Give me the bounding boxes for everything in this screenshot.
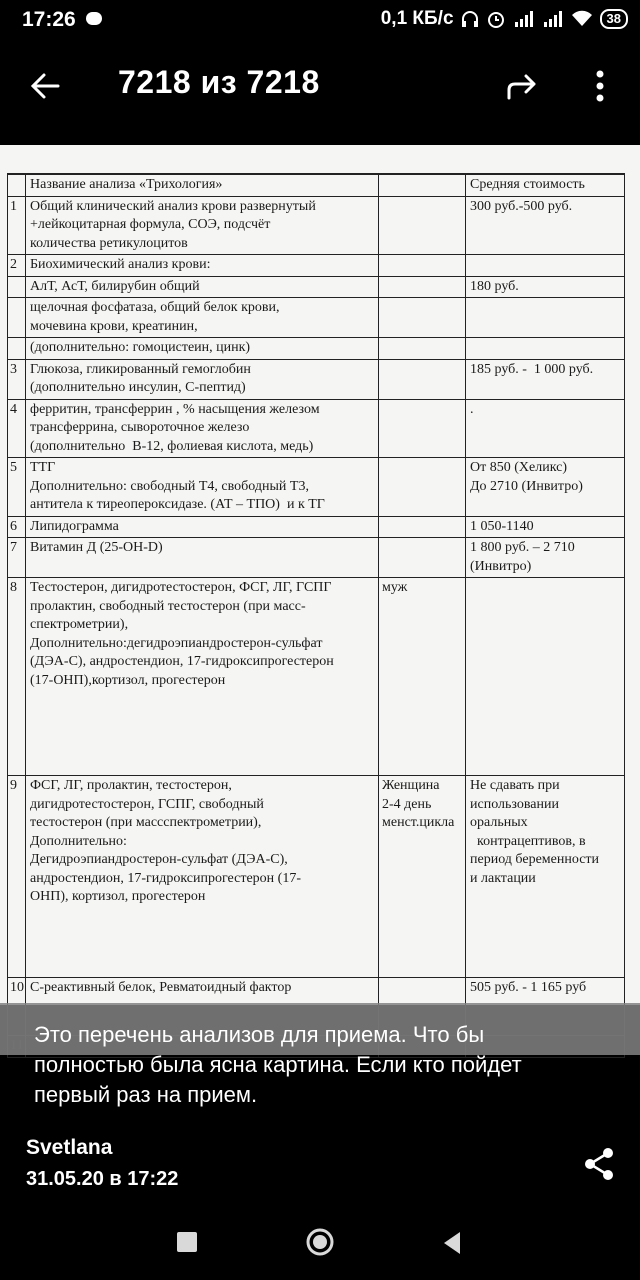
cell-line: Дополнительно:дегидроэпиандростерон-сульфат: [30, 635, 323, 651]
cell-line: От 850 (Хеликс): [470, 460, 568, 475]
signal-icon: [513, 10, 535, 28]
cell-line: 1 050-1140: [470, 518, 534, 534]
status-time: 17:26: [22, 8, 76, 31]
forward-icon[interactable]: [500, 64, 544, 108]
more-options-icon[interactable]: [584, 64, 616, 108]
cell-line: Липидограмма: [30, 518, 119, 534]
table-row: [8, 196, 625, 255]
row-number: 5: [8, 458, 26, 517]
analysis-table: [7, 173, 625, 1058]
row-number: 2: [8, 255, 26, 277]
cell-line: Биохимический анализ крови:: [30, 257, 211, 272]
row-note: [379, 776, 466, 978]
cell-line: Не сдавать при: [470, 778, 560, 793]
row-note: [379, 458, 466, 517]
row-note: [379, 538, 466, 578]
cell-line: пролактин, свободный тестостерон (при масс-: [30, 598, 306, 614]
row-price: [466, 298, 625, 338]
row-number: 6: [8, 516, 26, 538]
cell-line: (дополнительно инсулин, С-пептид): [30, 380, 246, 395]
cell-line: (дополнительно: гомоцистеин, цинк): [30, 340, 251, 355]
cell-line: андростендион, 17-гидроксипрогестерон (17-: [30, 870, 301, 886]
cell-line: Дополнительно:: [30, 833, 127, 849]
cell-line: тестостерон (при массспектрометрии),: [30, 815, 262, 830]
row-analysis: [26, 578, 379, 776]
header-price: Средняя стоимость: [466, 174, 625, 196]
battery-indicator: 38: [600, 9, 628, 29]
cell-line: Дегидроэпиандростерон-сульфат (ДЭА-С),: [30, 852, 288, 867]
page-title: 7218 из 7218: [118, 64, 320, 100]
cell-line: 505 руб. - 1 165 руб: [470, 980, 587, 995]
table-row: [8, 578, 625, 776]
system-nav-bar: [0, 1205, 640, 1280]
table-row: [8, 359, 625, 399]
row-price: [466, 255, 625, 277]
row-number: [8, 276, 26, 298]
table-row: [8, 298, 625, 338]
cell-line: 300 руб.-500 руб.: [470, 198, 573, 214]
row-number: [8, 338, 26, 360]
row-note: [379, 298, 466, 338]
row-analysis: [26, 196, 379, 255]
cell-line: (17-ОНП),кортизол, прогестерон: [30, 672, 226, 688]
row-analysis: [26, 276, 379, 298]
cell-line: (ДЭА-С), андростендион, 17-гидроксипрогестерон: [30, 654, 334, 669]
wifi-icon: [571, 10, 593, 28]
cell-line: 185 руб. - 1 000 руб.: [470, 361, 594, 377]
row-number: 3: [8, 359, 26, 399]
cell-line: Женщина: [382, 778, 440, 793]
row-price: [466, 276, 625, 298]
cell-line: Витамин Д (25-ОН-D): [30, 540, 163, 555]
cell-line: .: [470, 401, 474, 417]
row-price: [466, 359, 625, 399]
alarm-icon: [486, 9, 506, 29]
cell-line: 180 руб.: [470, 278, 519, 294]
network-speed: 0,1 КБ/с: [380, 8, 454, 29]
table-row: [8, 276, 625, 298]
table-row: [8, 538, 625, 578]
table-row: [8, 776, 625, 978]
row-note: [379, 516, 466, 538]
signal-icon-2: [542, 10, 564, 28]
row-number: 10: [8, 978, 26, 1036]
row-analysis: [26, 359, 379, 399]
row-analysis: [26, 399, 379, 458]
photo-document[interactable]: [0, 145, 640, 1005]
cell-line: период беременности: [470, 852, 600, 867]
table-row: [8, 516, 625, 538]
cell-line: 1 800 руб. – 2 710: [470, 540, 575, 555]
row-price: [466, 196, 625, 255]
cell-line: +лейкоцитарная формула, СОЭ, подсчёт: [30, 217, 271, 232]
row-price: [466, 516, 625, 538]
row-note: [379, 359, 466, 399]
row-note: [379, 399, 466, 458]
status-icons: [381, 8, 628, 30]
headphones-icon: [461, 10, 479, 28]
cell-line: муж: [382, 580, 408, 595]
row-analysis: [26, 255, 379, 277]
author-name: Svetlana: [26, 1136, 113, 1159]
cell-line: ОНП), кортизол, прогестерон: [30, 889, 206, 904]
viewer-header: [0, 40, 640, 130]
row-note: [379, 196, 466, 255]
row-number: 9: [8, 776, 26, 978]
cell-line: Общий клинический анализ крови развернутый: [30, 198, 316, 214]
post-date: 31.05.20 в 17:22: [26, 1168, 179, 1190]
table-row: [8, 255, 625, 277]
row-price: [466, 338, 625, 360]
cell-line: До 2710 (Инвитро): [470, 478, 583, 494]
cell-line: трансферрина, сывороточное железо: [30, 420, 250, 435]
home-button[interactable]: [306, 1228, 334, 1256]
table-row: [8, 399, 625, 458]
cell-line: менст.цикла: [382, 815, 455, 830]
cell-line: 2-4 день: [382, 796, 432, 812]
cell-line: щелочная фосфатаза, общий белок крови,: [30, 300, 280, 315]
cell-line: С-реактивный белок, Ревматоидный фактор: [30, 980, 292, 995]
cell-line: контрацептивов, в: [470, 833, 586, 849]
row-price: [466, 776, 625, 978]
row-note: [379, 255, 466, 277]
row-number: 7: [8, 538, 26, 578]
row-analysis: [26, 298, 379, 338]
row-analysis: [26, 776, 379, 978]
row-analysis: [26, 338, 379, 360]
cell-line: спектрометрии),: [30, 617, 129, 632]
table-header-row: [8, 174, 625, 196]
cell-line: (Инвитро): [470, 558, 532, 574]
cell-line: Дополнительно: свободный Т4, свободный Т3,: [30, 478, 309, 494]
header-name: Название анализа «Трихология»: [26, 174, 379, 196]
table-row: [8, 338, 625, 360]
recents-button[interactable]: [177, 1232, 197, 1252]
row-number: [8, 298, 26, 338]
row-price: [466, 538, 625, 578]
status-bar: [0, 0, 640, 40]
row-analysis: [26, 458, 379, 517]
cell-line: дигидротестостерон, ГСПГ, свободный: [30, 796, 264, 812]
cell-line: АлТ, АсТ, билирубин общий: [30, 278, 200, 294]
cell-line: использовании: [470, 796, 559, 812]
share-icon[interactable]: [582, 1146, 616, 1182]
row-analysis: [26, 538, 379, 578]
cell-line: ферритин, трансферрин , % насыщения железом: [30, 401, 320, 417]
back-nav-button[interactable]: [440, 1230, 464, 1256]
row-number: 4: [8, 399, 26, 458]
cell-line: Глюкоза, гликированный гемоглобин: [30, 361, 251, 377]
message-notification-icon: [86, 12, 102, 25]
cell-line: количества ретикулоцитов: [30, 235, 188, 251]
row-analysis: [26, 516, 379, 538]
row-note: [379, 276, 466, 298]
cell-line: ТТГ: [30, 460, 56, 475]
row-number: 1: [8, 196, 26, 255]
cell-line: мочевина крови, креатинин,: [30, 318, 198, 334]
cell-line: ФСГ, ЛГ, пролактин, тестостерон,: [30, 778, 232, 793]
cell-line: (дополнительно В-12, фолиевая кислота, медь): [30, 438, 314, 454]
cell-line: оральных: [470, 815, 528, 830]
cell-line: антитела к тиреопероксидазе. (АТ – ТПО) и к ТГ: [30, 497, 325, 512]
row-price: [466, 399, 625, 458]
row-price: [466, 458, 625, 517]
row-number: 8: [8, 578, 26, 776]
table-row: [8, 458, 625, 517]
cell-line: Тестостерон, дигидротестостерон, ФСГ, ЛГ, ГСПГ: [30, 580, 332, 595]
back-arrow-icon[interactable]: [24, 64, 68, 108]
row-note: [379, 338, 466, 360]
cell-line: и лактации: [470, 870, 536, 886]
row-price: [466, 578, 625, 776]
photo-caption: Это перечень анализов для приема. Что бы полностью была ясна картина. Если кто пойдет первый раз на прием.: [34, 1022, 522, 1107]
row-note: [379, 578, 466, 776]
